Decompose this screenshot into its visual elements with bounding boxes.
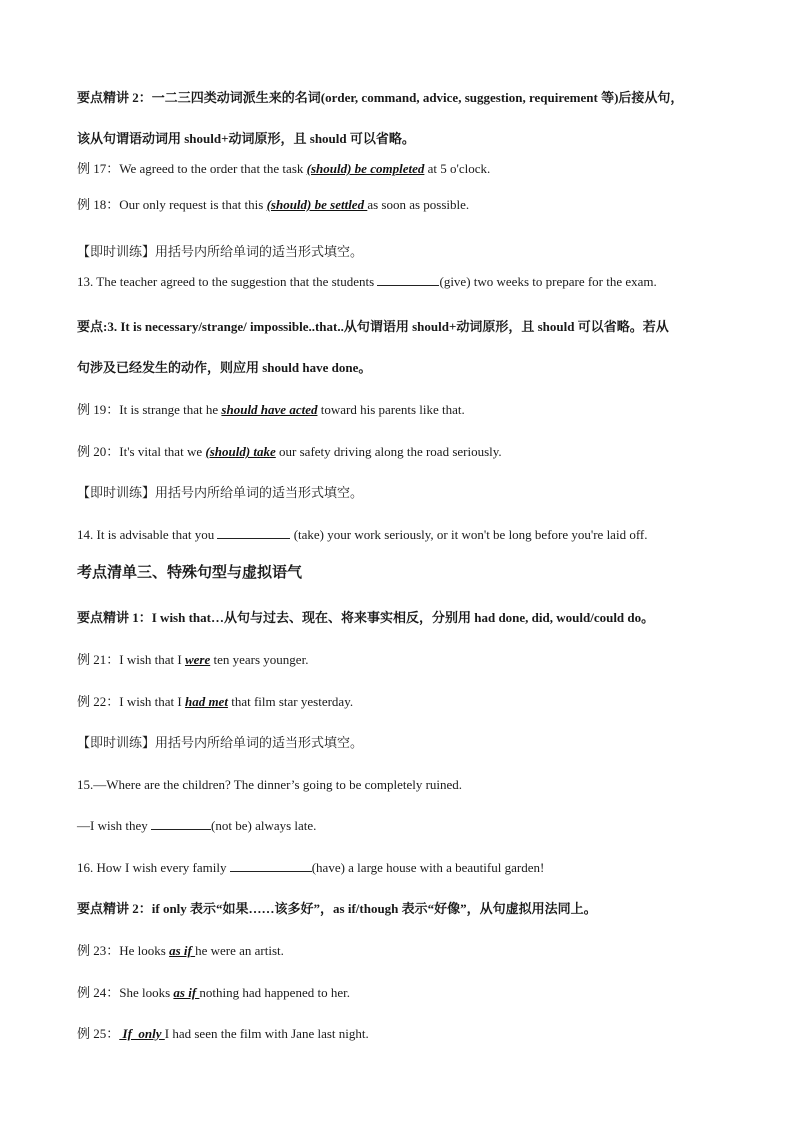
question-13-tail: (give) two weeks to prepare for the exam. xyxy=(439,274,657,289)
question-16-blank[interactable] xyxy=(230,859,312,872)
question-15-prompt: 15.—Where are the children? The dinner’s going to be completely ruined. xyxy=(77,777,463,792)
point-2-heading-line2: 该从句谓语动词用 should+动词原形，且 should 可以省略。 xyxy=(77,131,415,146)
example-24-answer: as if xyxy=(173,985,200,1000)
example-21 xyxy=(77,651,308,669)
example-17-tail: at 5 o'clock. xyxy=(424,161,491,176)
question-16-text: 16. How I wish every family xyxy=(77,860,230,875)
example-19-text: 例 19：It is strange that he xyxy=(77,402,222,417)
example-18-tail: as soon as possible. xyxy=(367,197,470,212)
example-22-answer: had met xyxy=(184,694,228,709)
example-17-text: 例 17：We agreed to the order that the task xyxy=(77,161,307,176)
example-23-tail: he were an artist. xyxy=(195,943,284,958)
question-15-tail: (not be) always late. xyxy=(211,818,317,833)
example-17 xyxy=(77,160,490,178)
question-16 xyxy=(77,859,544,877)
question-14-blank[interactable] xyxy=(217,526,290,539)
example-21-answer: were xyxy=(184,652,211,667)
question-16-tail: (have) a large house with a beautiful garden! xyxy=(311,860,545,875)
example-22-tail: that film star yesterday. xyxy=(227,694,354,709)
question-15-reply xyxy=(77,817,316,835)
question-13-text: 13. The teacher agreed to the suggestion that the students xyxy=(77,274,378,289)
question-14 xyxy=(77,526,648,544)
example-22 xyxy=(77,693,353,711)
point-3-heading-line1: 要点:3. It is necessary/strange/ impossible..that..从句谓语用 should+动词原形，且 should 可以省略。若从 xyxy=(77,319,669,334)
example-19-answer: should have acted xyxy=(221,402,318,417)
example-24-tail: nothing had happened to her. xyxy=(199,985,350,1000)
example-23-answer: as if xyxy=(169,943,196,958)
example-17-answer: (should) be completed xyxy=(306,161,425,176)
question-13-blank[interactable] xyxy=(377,273,439,286)
example-20 xyxy=(77,443,502,461)
example-20-tail: our safety driving along the road seriously. xyxy=(275,444,502,459)
example-20-text: 例 20：It's vital that we xyxy=(77,444,206,459)
example-19 xyxy=(77,401,465,419)
example-25-answer: If only xyxy=(119,1026,165,1041)
point-if-only-heading: 要点精讲 2：if only 表示“如果……该多好”，as if/though 表示“好像”，从句虚拟用法同上。 xyxy=(77,901,597,916)
example-24 xyxy=(77,984,350,1002)
example-25-text: 例 25： xyxy=(77,1026,120,1041)
section-heading: 考点清单三、特殊句型与虚拟语气 xyxy=(77,565,303,581)
point-2-heading-line1: 要点精讲 2：一二三四类动词派生来的名词(order, command, advice, suggestion, requirement 等)后接从句， xyxy=(77,90,684,105)
example-22-text: 例 22：I wish that I xyxy=(77,694,185,709)
practice-heading-2: 【即时训练】用括号内所给单词的适当形式填空。 xyxy=(77,485,364,500)
question-14-text: 14. It is advisable that you xyxy=(77,527,218,542)
practice-heading-3: 【即时训练】用括号内所给单词的适当形式填空。 xyxy=(77,735,364,750)
question-14-tail: (take) your work seriously, or it won't be long before you're laid off. xyxy=(290,527,648,542)
example-18 xyxy=(77,196,469,214)
question-15-blank[interactable] xyxy=(151,817,211,830)
example-25-tail: I had seen the film with Jane last night. xyxy=(164,1026,369,1041)
question-13 xyxy=(77,273,657,291)
point-3-heading-line2: 句涉及已经发生的动作，则应用 should have done。 xyxy=(77,360,372,375)
example-25 xyxy=(77,1025,369,1043)
example-18-text: 例 18：Our only request is that this xyxy=(77,197,267,212)
practice-heading-1: 【即时训练】用括号内所给单词的适当形式填空。 xyxy=(77,244,364,259)
example-23-text: 例 23：He looks xyxy=(77,943,170,958)
point-wish-heading: 要点精讲 1：I wish that…从句与过去、现在、将来事实相反，分别用 had done, did, would/could do。 xyxy=(77,610,655,625)
example-20-answer: (should) take xyxy=(205,444,276,459)
question-15-text: —I wish they xyxy=(77,818,152,833)
example-19-tail: toward his parents like that. xyxy=(317,402,465,417)
example-21-tail: ten years younger. xyxy=(210,652,309,667)
example-23 xyxy=(77,942,284,960)
example-24-text: 例 24：She looks xyxy=(77,985,174,1000)
example-18-answer: (should) be settled xyxy=(266,197,368,212)
example-21-text: 例 21：I wish that I xyxy=(77,652,185,667)
